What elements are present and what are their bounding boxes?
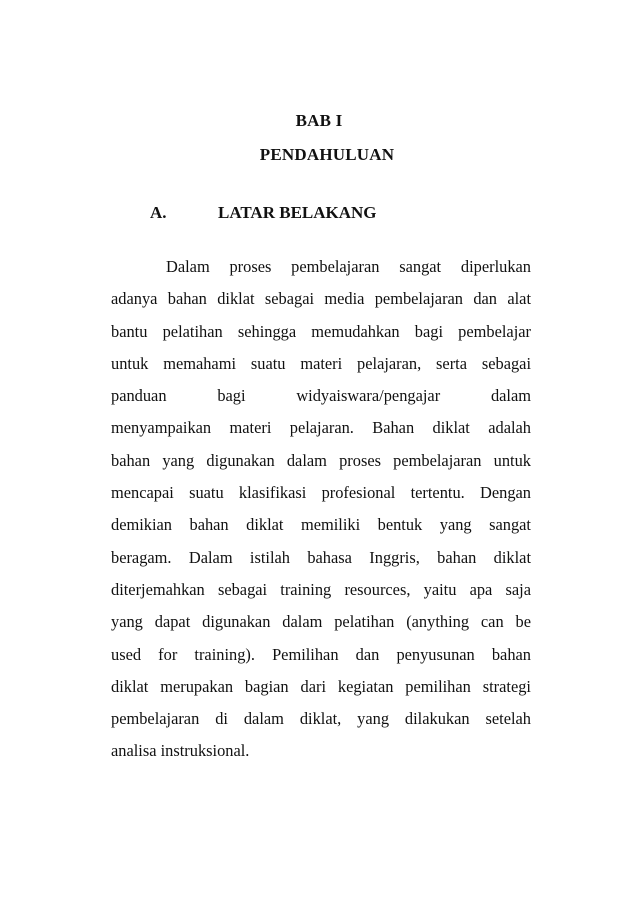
paragraph-line: demikian bahan diklat memiliki bentuk yang sangat [111,515,531,535]
section-title: LATAR BELAKANG [218,203,377,222]
paragraph-line: adanya bahan diklat sebagai media pembelajaran dan alat [111,289,531,309]
chapter-title: PENDAHULUAN [259,145,395,164]
paragraph-line: menyampaikan materi pelajaran. Bahan diklat adalah [111,418,531,438]
paragraph-line: Dalam proses pembelajaran sangat diperlukan [166,257,531,276]
paragraph-line: diklat merupakan bagian dari kegiatan pemilihan strategi [111,676,531,696]
section-number: A. [150,203,167,222]
paragraph-line: bantu pelatihan sehingga memudahkan bagi pembelajar [111,321,531,341]
body-paragraph [111,257,531,774]
chapter-heading: BAB I [295,111,343,130]
paragraph-line: panduan bagi widyaiswara/pengajar dalam [111,386,531,406]
paragraph-line: untuk memahami suatu materi pelajaran, serta sebagai [111,353,531,373]
paragraph-line: beragam. Dalam istilah bahasa Inggris, bahan diklat [111,547,531,567]
paragraph-line: bahan yang digunakan dalam proses pembelajaran untuk [111,450,531,470]
paragraph-line: analisa instruksional. [111,741,250,761]
paragraph-line: used for training). Pemilihan dan penyusunan bahan [111,644,531,664]
section-heading [150,203,377,223]
paragraph-line: yang dapat digunakan dalam pelatihan (anything can be [111,612,531,632]
paragraph-line: pembelajaran di dalam diklat, yang dilakukan setelah [111,709,531,729]
paragraph-line: mencapai suatu klasifikasi profesional tertentu. Dengan [111,483,531,503]
paragraph-line: diterjemahkan sebagai training resources, yaitu apa saja [111,579,531,599]
